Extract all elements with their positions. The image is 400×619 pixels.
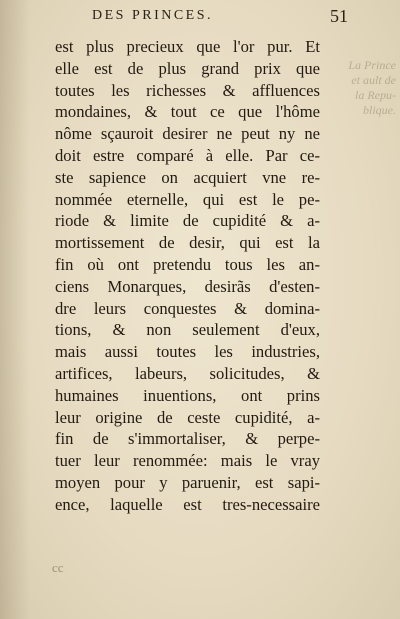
text-line: dre leurs conquestes & domina-	[55, 298, 320, 318]
text-line: riode & limite de cupidité & a-	[55, 211, 320, 231]
page-number: 51	[330, 6, 348, 26]
text-line: leur origine de ceste cupidité, a-	[55, 407, 320, 427]
text-line: moyen pour y paruenir, est sapi-	[55, 472, 320, 492]
signature-mark: cc	[52, 560, 64, 575]
text-line: doit estre comparé à elle. Par ce-	[55, 145, 320, 165]
text-line: fin où ont pretendu tous les an-	[55, 254, 320, 274]
show-through-line: et ault de	[351, 73, 396, 87]
text-line: nommée eternelle, qui est le pe-	[55, 189, 320, 209]
show-through-text	[334, 58, 396, 118]
running-head	[92, 8, 362, 30]
text-line: mais aussi toutes les industries,	[55, 342, 320, 362]
show-through-line: La Prince	[348, 58, 396, 72]
text-line: ste sapience on acquiert vne re-	[55, 167, 320, 187]
text-line: humaines inuentions, ont prins	[55, 385, 320, 405]
running-title: DES PRINCES.	[92, 8, 214, 23]
text-line: ciens Monarques, desirãs d'esten-	[55, 276, 320, 296]
text-line: tuer leur renommée: mais le vray	[55, 451, 320, 471]
text-line: est plus precieux que l'or pur. Et	[55, 37, 320, 56]
text-line: tions, & non seulement d'eux,	[55, 320, 320, 340]
show-through-line: blique.	[363, 103, 396, 117]
text-line: mortissement de desir, qui est la	[55, 233, 320, 253]
text-line: toutes les richesses & affluences	[55, 80, 320, 100]
body-text	[55, 36, 320, 516]
text-line: ence, laquelle est tres-necessaire	[55, 494, 320, 514]
text-line: mondaines, & tout ce que l'hôme	[55, 102, 320, 122]
show-through-line: la Repu-	[355, 88, 396, 102]
text-line: fin de s'immortaliser, & perpe-	[55, 429, 320, 449]
text-line: nôme sçauroit desirer ne peut ny ne	[55, 124, 320, 144]
gutter-shadow	[0, 0, 30, 619]
text-line: artifices, labeurs, solicitudes, &	[55, 363, 320, 383]
text-line: elle est de plus grand prix que	[55, 58, 320, 78]
